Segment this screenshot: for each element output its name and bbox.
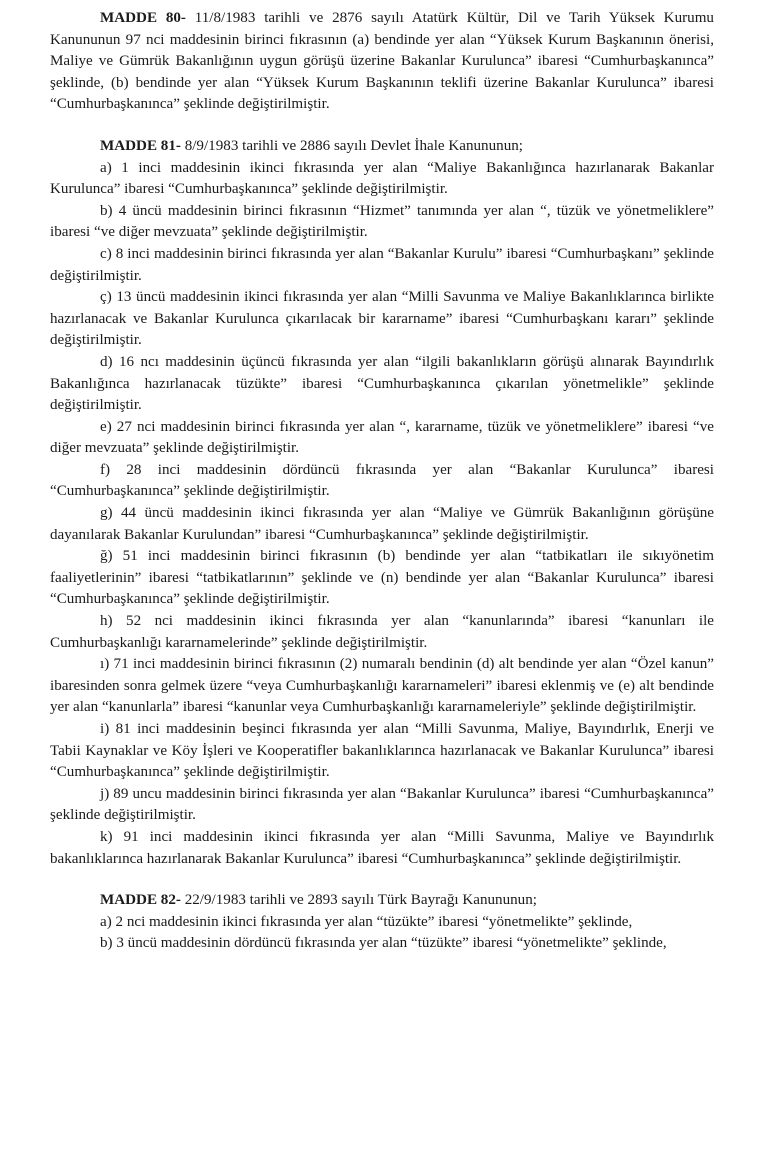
list-item: d) 16 ncı maddesinin üçüncü fıkrasında yer alan “ilgili bakanlıkların görüşü alınarak Bayındırlık Bakanlığınca hazırlanacak tüzükte” ibaresi “Cumhurbaşkanınca çıkarılan yönetmelikle” şeklinde değiştirilmiştir. — [50, 353, 714, 414]
article-81 — [50, 136, 714, 158]
list-item: i) 81 inci maddesinin beşinci fıkrasında yer alan “Milli Savunma, Maliye, Bayındırlık, Enerji ve Tabii Kaynaklar ve Köy İşleri ve Kooperatifler bakanlıklarınca hazırlanacak ve Bakanlar Kurulunca” ibaresi “Cumhurbaşkanınca” şeklinde değiştirilmiştir. — [50, 721, 714, 781]
paragraph-gap — [50, 870, 714, 890]
article-title: MADDE 82- — [100, 892, 181, 909]
list-item: c) 8 inci maddesinin birinci fıkrasında yer alan “Bakanlar Kurulu” ibaresi “Cumhurbaşkanı” şeklinde değiştirilmiştir. — [50, 245, 714, 284]
list-item: ç) 13 üncü maddesinin ikinci fıkrasında yer alan “Milli Savunma ve Maliye Bakanlıklarınca birlikte hazırlanacak ve Bakanlar Kurulunca çıkarılacak bir kararname” ibaresi “Cumhurbaşkanı kararı” şeklinde değiştirilmiştir. — [50, 289, 714, 349]
list-item: b) 3 üncü maddesinin dördüncü fıkrasında yer alan “tüzükte” ibaresi “yönetmelikte” şeklinde, — [100, 935, 667, 952]
article-title: MADDE 81- — [100, 137, 181, 154]
paragraph-gap — [50, 116, 714, 136]
article-82 — [50, 890, 714, 912]
list-item: g) 44 üncü maddesinin ikinci fıkrasında yer alan “Maliye ve Gümrük Bakanlığının görüşüne dayanılarak Bakanlar Kurulundan” ibaresi “Cumhurbaşkanınca” şeklinde değiştirilmiştir. — [50, 505, 714, 543]
list-item: a) 2 nci maddesinin ikinci fıkrasında yer alan “tüzükte” ibaresi “yönetmelikte” şeklinde, — [100, 913, 633, 930]
article-title: MADDE 80- — [100, 10, 186, 26]
list-item: b) 4 üncü maddesinin birinci fıkrasının “Hizmet” tanımında yer alan “, tüzük ve yönetmeliklere” ibaresi “ve diğer mevzuata” şeklinde değiştirilmiştir. — [50, 202, 714, 241]
list-item: ğ) 51 inci maddesinin birinci fıkrasının (b) bendinde yer alan “tatbikatları ile sıkıyönetim faaliyetlerinin” ibaresi “tatbikatlarının” şeklinde ve (n) bendinde yer alan “Bakanlar Kurulunca” ibaresi “Cumhurbaşkanınca” şeklinde değiştirilmiştir. — [50, 548, 714, 608]
list-item: h) 52 nci maddesinin ikinci fıkrasında yer alan “kanunlarında” ibaresi “kanunları ile Cumhurbaşkanlığı kararnamelerinde” şeklinde değiştirilmiştir. — [50, 613, 714, 651]
list-item: ı) 71 inci maddesinin birinci fıkrasının (2) numaralı bendinin (d) alt bendinde yer alan “Özel kanun” ibaresinden sonra gelmek üzere “veya Cumhurbaşkanlığı kararnameleri” ibaresi eklenmiş ve (e) alt bendinde yer alan “kanunlarla” ibaresi “kanunlar veya Cumhurbaşkanlığı kararnameleriyle” şeklinde değiştirilmiştir. — [50, 656, 714, 716]
article-intro: 8/9/1983 tarihli ve 2886 sayılı Devlet İhale Kanununun; — [180, 137, 523, 154]
list-item: f) 28 inci maddesinin dördüncü fıkrasında yer alan “Bakanlar Kurulunca” ibaresi “Cumhurbaşkanınca” şeklinde değiştirilmiştir. — [50, 461, 714, 500]
article-intro: 22/9/1983 tarihli ve 2893 sayılı Türk Bayrağı Kanununun; — [180, 892, 537, 909]
list-item: a) 1 inci maddesinin ikinci fıkrasında yer alan “Maliye Bakanlığınca hazırlanarak Bakanlar Kurulunca” ibaresi “Cumhurbaşkanınca” şeklinde değiştirilmiştir. — [50, 159, 714, 198]
list-item: k) 91 inci maddesinin ikinci fıkrasında yer alan “Milli Savunma, Maliye ve Bayındırlık bakanlıklarınca hazırlanarak Bakanlar Kurulunca” ibaresi “Cumhurbaşkanınca” şeklinde değiştirilmiştir. — [50, 828, 714, 867]
article-intro: 11/8/1983 tarihli ve 2876 sayılı Atatürk Kültür, Dil ve Tarih Yüksek Kurumu Kanununun 97 nci maddesinin birinci fıkrasının (a) bendinde yer alan “Yüksek Kurum Başkanının önerisi, Maliye ve Gümrük Bakanlığının uygun görüşü üzerine Bakanlar Kurulunca” ibaresi “Cumhurbaşkanınca” şeklinde, (b) bendinde yer alan “Yüksek Kurum Başkanının teklifi üzerine Bakanlar Kurulunca” ibaresi “Cumhurbaşkanınca” şeklinde değiştirilmiştir. — [50, 10, 714, 113]
list-item: e) 27 nci maddesinin birinci fıkrasında yer alan “, kararname, tüzük ve yönetmeliklere” ibaresi “ve diğer mevzuata” şeklinde değiştirilmiştir. — [50, 418, 714, 457]
list-item: j) 89 uncu maddesinin birinci fıkrasında yer alan “Bakanlar Kurulunca” ibaresi “Cumhurbaşkanınca” şeklinde değiştirilmiştir. — [50, 785, 714, 824]
article-80 — [50, 8, 714, 116]
document-page — [50, 8, 714, 955]
